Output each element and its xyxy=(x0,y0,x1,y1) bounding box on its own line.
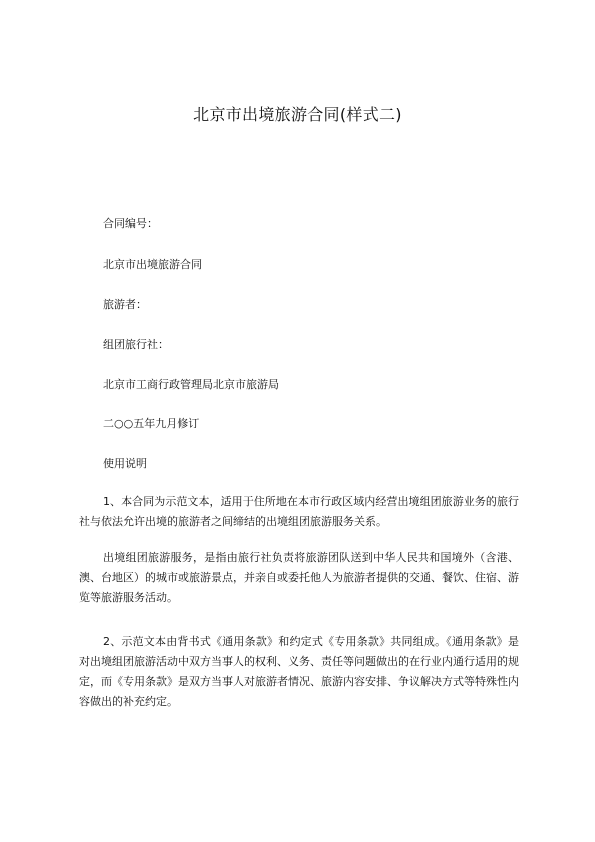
agency-label: 组团旅行社： xyxy=(103,338,169,351)
usage-heading: 使用说明 xyxy=(103,457,147,470)
issuer-text: 北京市工商行政管理局北京市旅游局 xyxy=(103,378,279,391)
revision-date: 二○○五年九月修订 xyxy=(103,417,200,430)
traveler-label: 旅游者： xyxy=(103,298,147,311)
contract-name: 北京市出境旅游合同 xyxy=(103,258,202,271)
contract-number-label: 合同编号： xyxy=(103,217,158,230)
document-title: 北京市出境旅游合同(样式二) xyxy=(193,105,402,124)
paragraph-3: 2、示范文本由背书式《通用条款》和约定式《专用条款》共同组成。《通用条款》是对出境组团旅游活动中双方当事人的权利、义务、责任等问题做出的在行业内通行适用的规定，而《专用条款》是双方当事人对旅游者情况、旅游内容安排、争议解决方式等特殊性内容做出的补充约定。 xyxy=(79,635,519,708)
paragraph-2: 出境组团旅游服务，是指由旅行社负责将旅游团队送到中华人民共和国境外（含港、澳、台地区）的城市或旅游景点，并亲自或委托他人为旅游者提供的交通、餐饮、住宿、游览等旅游服务活动。 xyxy=(79,551,519,604)
paragraph-1: 1、本合同为示范文本，适用于住所地在本市行政区域内经营出境组团旅游业务的旅行社与依法允许出境的旅游者之间缔结的出境组团旅游服务关系。 xyxy=(79,495,519,528)
